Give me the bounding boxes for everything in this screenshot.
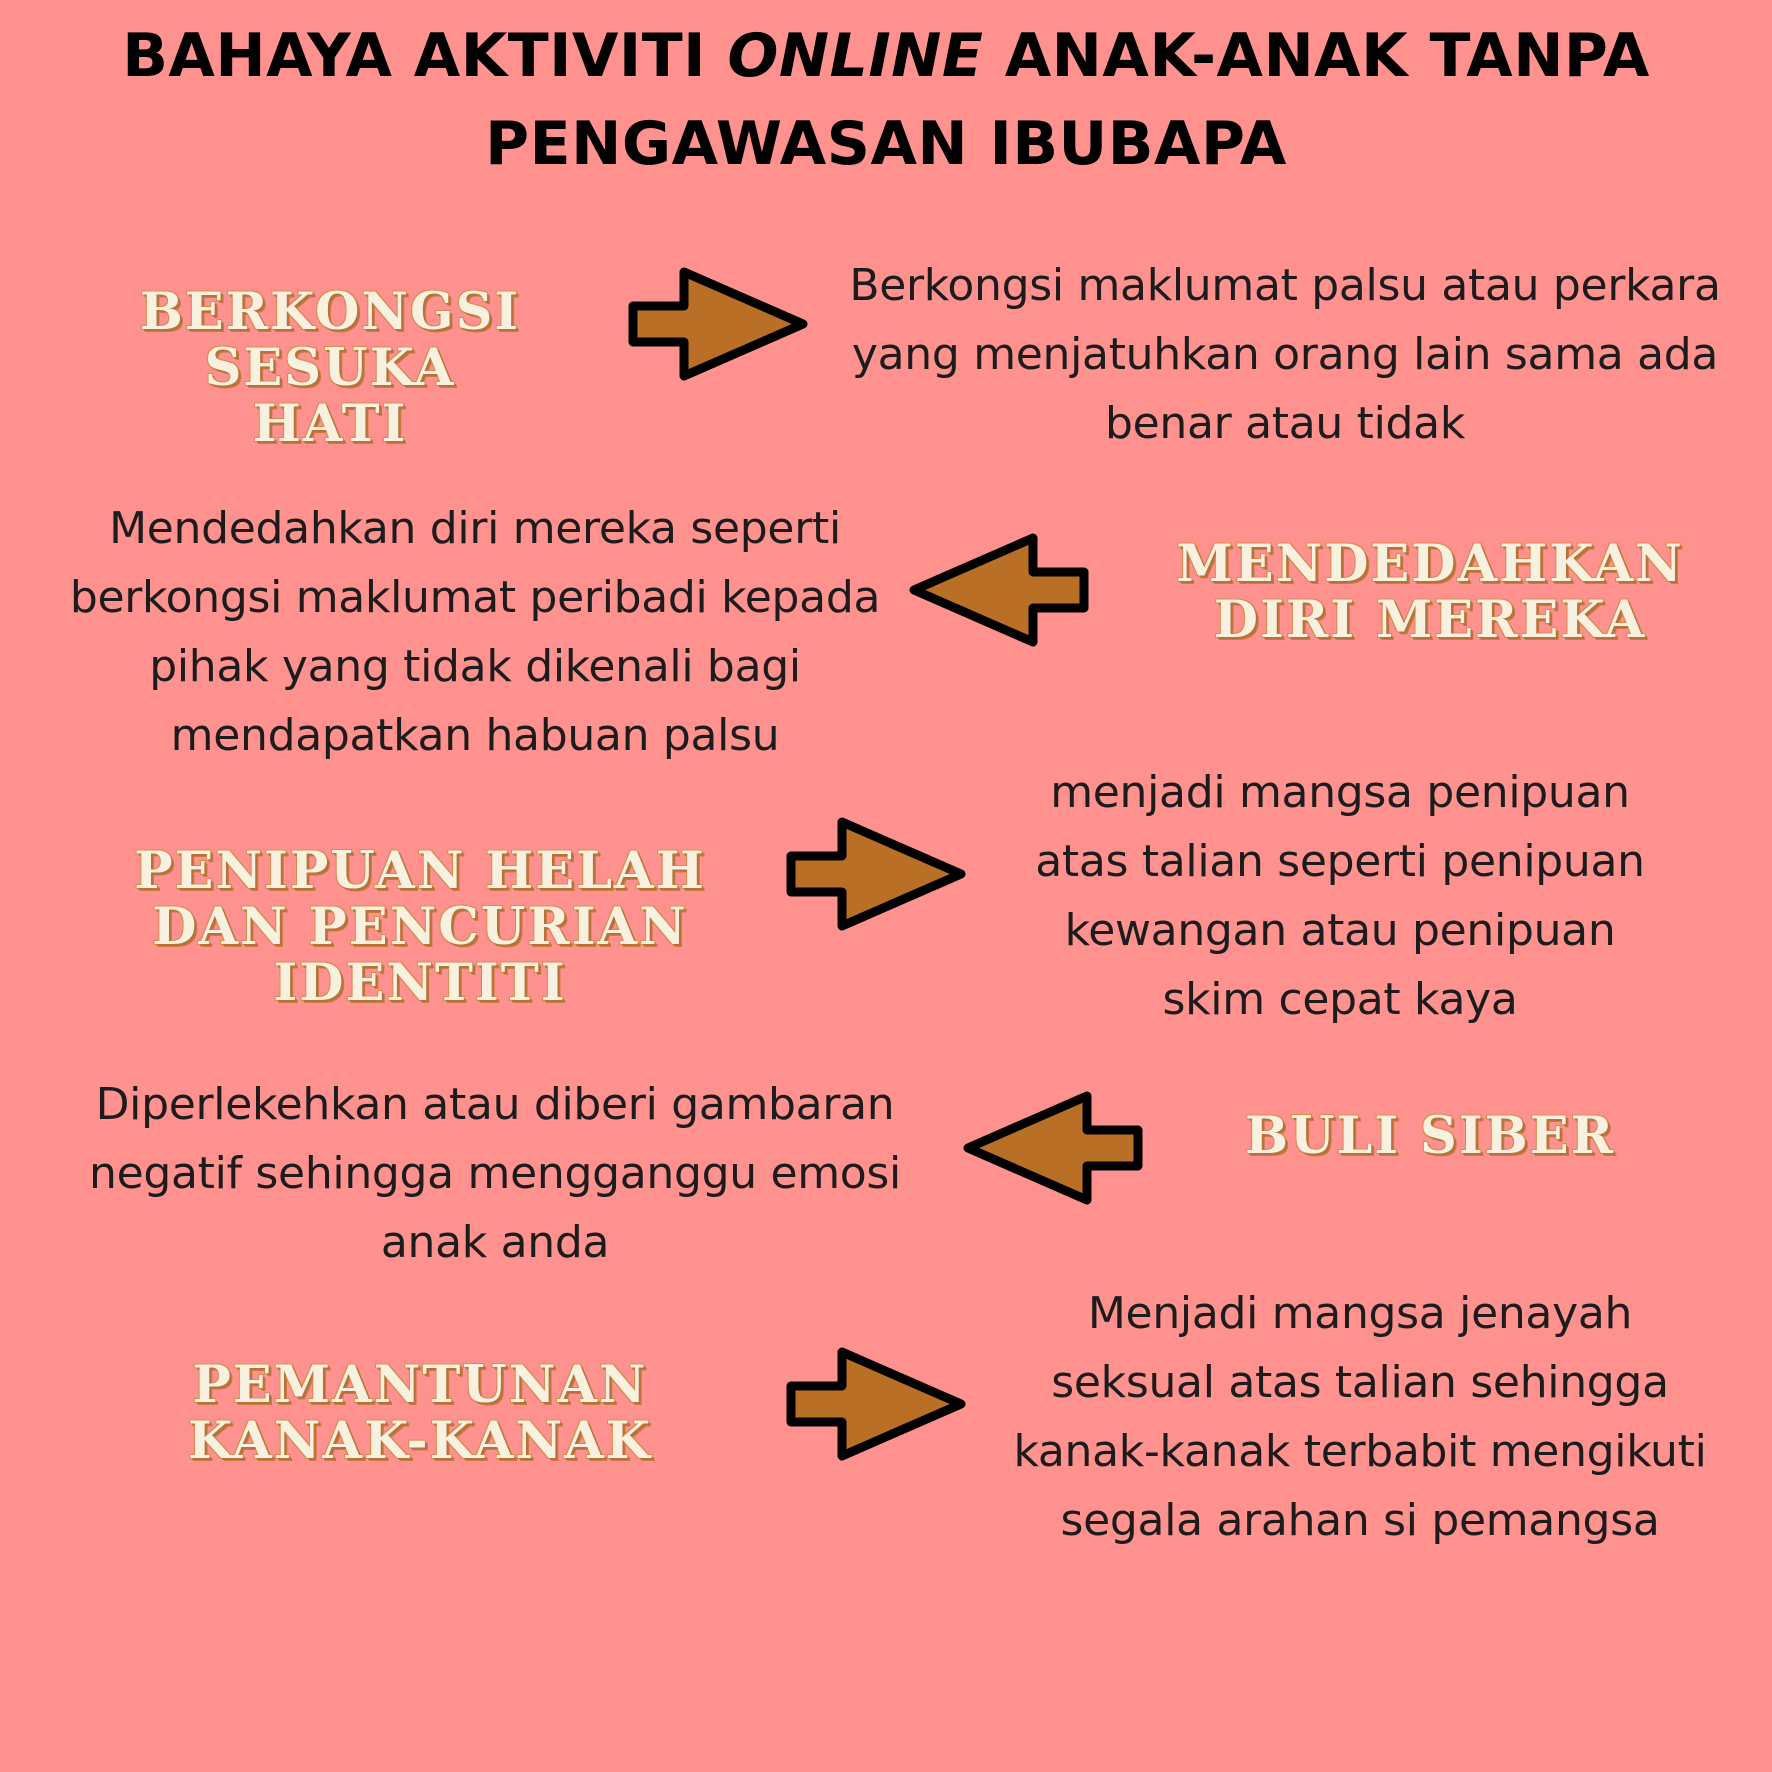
description-line: Menjadi mangsa jenayah: [1087, 1288, 1633, 1339]
danger-description-pemantunan: [990, 1279, 1730, 1555]
description-line: segala arahan si pemangsa: [1060, 1495, 1660, 1546]
label-line: DIRI MEREKA: [1213, 590, 1647, 650]
danger-label-berkongsi: [110, 284, 550, 452]
description-line: Diperlekehkan atau diberi gambaran: [95, 1079, 895, 1130]
label-line: DAN PENCURIAN: [152, 897, 688, 957]
page-title-line-2: PENGAWASAN IBUBAPA: [485, 109, 1287, 179]
title-italic-online: ONLINE: [727, 21, 984, 91]
label-line: SESUKA: [204, 338, 456, 398]
left-arrow-icon: [962, 1088, 1152, 1208]
danger-label-buli-siber: [1190, 1108, 1670, 1164]
description-line: Mendedahkan diri mereka seperti: [109, 503, 841, 554]
label-line: HATI: [252, 394, 408, 454]
label-line: KANAK-KANAK: [187, 1411, 653, 1471]
danger-description-berkongsi: [830, 251, 1740, 458]
description-line: pihak yang tidak dikenali bagi: [149, 641, 801, 692]
right-arrow-icon: [628, 264, 818, 384]
danger-label-penipuan: [90, 843, 750, 1011]
description-line: kewangan atau penipuan: [1064, 905, 1616, 956]
description-line: skim cepat kaya: [1162, 974, 1518, 1025]
description-line: berkongsi maklumat peribadi kepada: [69, 572, 881, 623]
danger-label-pemantunan: [120, 1357, 720, 1469]
right-arrow-icon: [786, 1344, 976, 1464]
title-text-part-2: ANAK-ANAK TANPA: [983, 21, 1650, 91]
right-arrow-icon: [786, 814, 976, 934]
label-line: IDENTITI: [273, 953, 567, 1013]
danger-description-buli-siber: [60, 1070, 930, 1277]
danger-description-penipuan: [1000, 758, 1680, 1034]
label-line: BULI SIBER: [1244, 1106, 1616, 1166]
page-title-line-1: [40, 10, 1732, 102]
description-line: kanak-kanak terbabit mengikuti: [1013, 1426, 1707, 1477]
label-line: PENIPUAN HELAH: [134, 841, 706, 901]
left-arrow-icon: [908, 530, 1098, 650]
description-line: Berkongsi maklumat palsu atau perkara: [849, 260, 1721, 311]
label-line: MENDEDAHKAN: [1176, 534, 1684, 594]
description-line: negatif sehingga mengganggu emosi: [89, 1148, 901, 1199]
description-line: atas talian seperti penipuan: [1035, 836, 1645, 887]
danger-label-mendedahkan: [1130, 536, 1730, 648]
label-line: BERKONGSI: [139, 282, 521, 342]
description-line: seksual atas talian sehingga: [1051, 1357, 1669, 1408]
danger-description-mendedahkan: [40, 494, 910, 770]
title-text-part-1: BAHAYA AKTIVITI: [122, 21, 728, 91]
description-line: anak anda: [380, 1217, 610, 1268]
label-line: PEMANTUNAN: [192, 1355, 648, 1415]
description-line: menjadi mangsa penipuan: [1050, 767, 1630, 818]
description-line: yang menjatuhkan orang lain sama ada: [851, 329, 1719, 380]
description-line: benar atau tidak: [1104, 398, 1466, 449]
description-line: mendapatkan habuan palsu: [170, 710, 780, 761]
